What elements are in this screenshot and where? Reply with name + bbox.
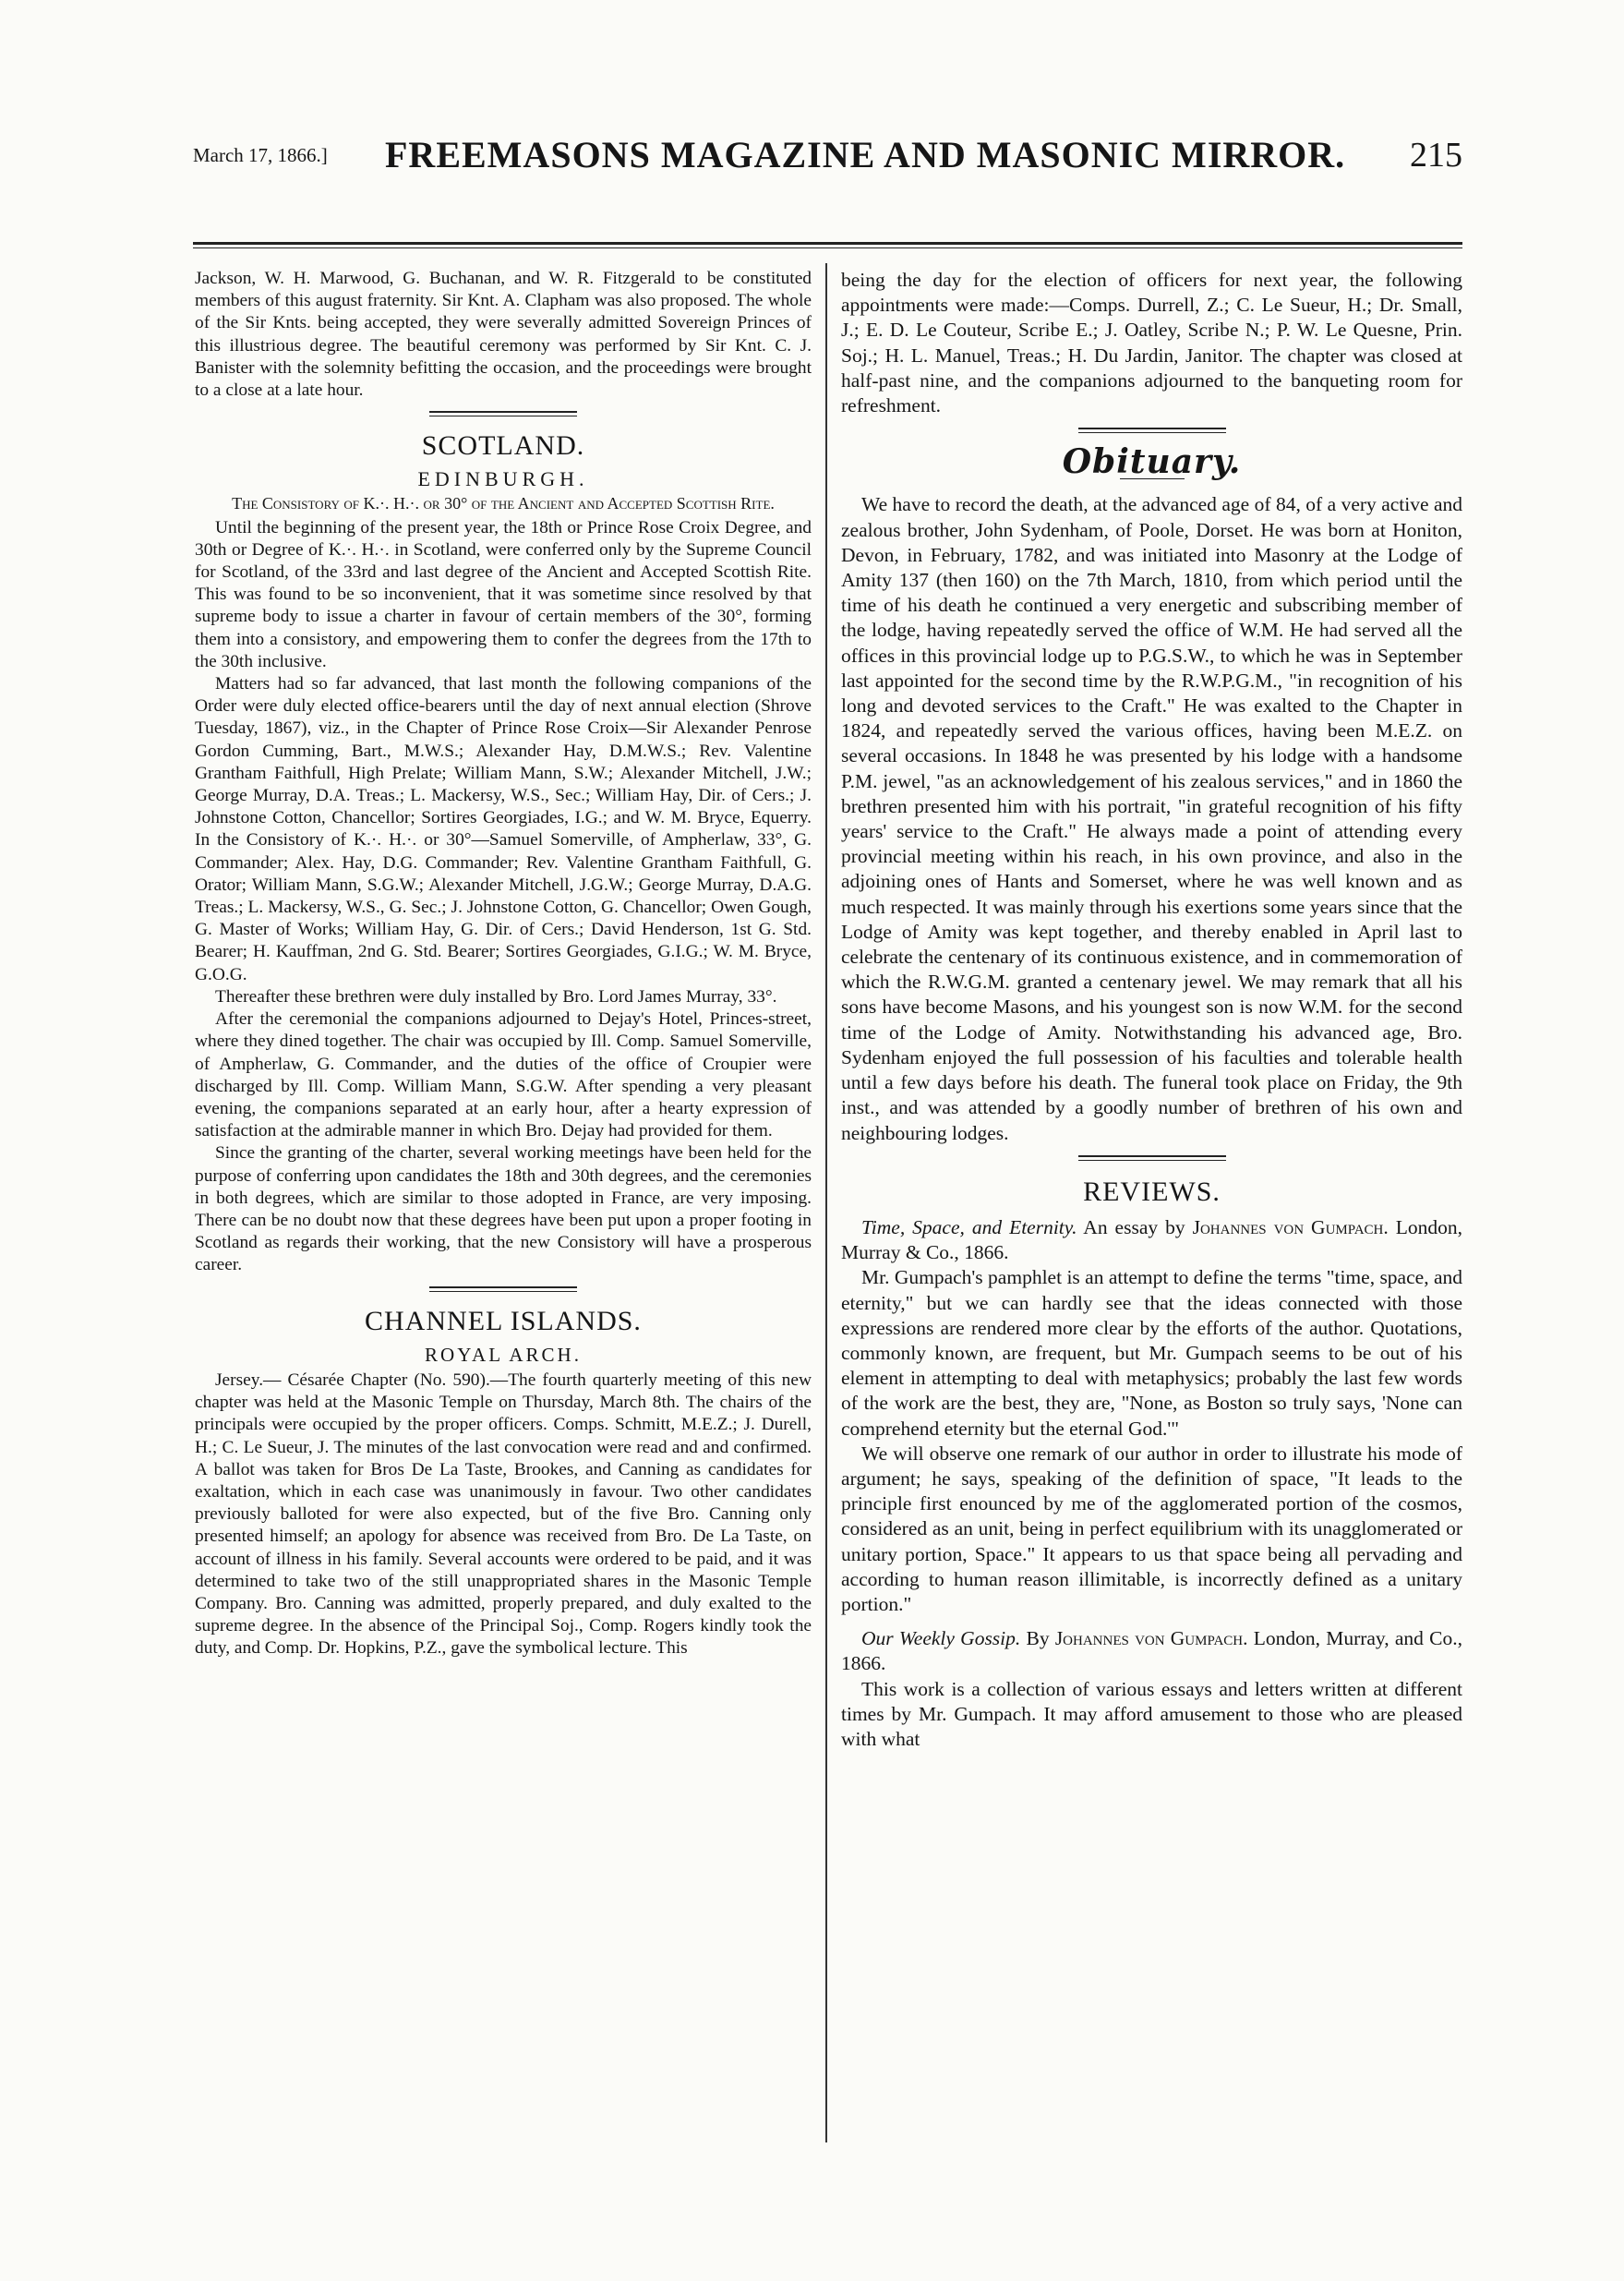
review-author: Johannes von Gumpach. (1192, 1215, 1389, 1238)
left-column (195, 268, 812, 1660)
section-title-obituary: Obituary. (1062, 442, 1242, 482)
subheading-edinburgh: EDINBURGH. (417, 467, 589, 491)
paragraph: Thereafter these brethren were duly installed by Bro. Lord James Murray, 33°. (215, 986, 777, 1007)
page-header (193, 127, 1462, 183)
section-rule (429, 1286, 577, 1292)
paragraph: After the ceremonial the companions adjourned to Dejay's Hotel, Princes-street, where they dined together. The chair was occupied by Ill. Comp. Samuel Somerville, of Ampherlaw, G. Commander, and the duties of the office of Croupier were discharged by Ill. Comp. William Mann, S.G.W. After spending a very pleasant evening, the companions separated at an early hour, after a hearty expression of satisfaction at the admirable manner in which Bro. Dejay had provided for them. (195, 1009, 812, 1141)
review-book-title: Our Weekly Gossip. (861, 1627, 1021, 1650)
issue-date: March 17, 1866.] (193, 144, 328, 166)
section-title-reviews: REVIEWS. (1083, 1176, 1221, 1207)
review-book-title: Time, Space, and Eternity. (861, 1215, 1077, 1238)
paragraph: Jersey.— Césarée Chapter (No. 590).—The fourth quarterly meeting of this new chapter was held at the Masonic Temple on Thursday, March 8th. The chairs of the principals were occupied by the proper officers. Comps. Schmitt, M.E.Z.; J. Durell, H.; C. Le Sueur, J. The minutes of the last convocation were read and and confirmed. A ballot was taken for Bros De La Taste, Brookes, and Canning as candidates for exaltation, which in each case was unanimously in favour. Two other candidates previously balloted for were also expected, but of the five Bro. Canning only presented himself; an apology for absence was received from Bro. De La Taste, on account of illness in his family. Several accounts were ordered to be paid, and it was determined to take two of the still unappropriated shares in the Masonic Temple Company. Bro. Canning was admitted, properly prepared, and duly exalted to the supreme degree. In the absence of the Principal Soj., Comp. Rogers kindly took the duty, and Comp. Dr. Hopkins, P.Z., gave the symbolical lecture. This (195, 1370, 812, 1659)
section-rule (1078, 428, 1226, 433)
header-rule (193, 242, 1462, 245)
paragraph: Until the beginning of the present year, the 18th or Prince Rose Croix Degree, and 30th or Degree of K.·. H.·. in Scotland, were conferred only by the Supreme Council for Scotland, of the 33rd and last degree of the Ancient and Accepted Scottish Rite. This was found to be so inconvenient, that it was sometime since resolved by that supreme body to issue a charter in favour of certain members of the 30°, forming them into a consistory, and empowering them to confer the degrees from the 17th to the 30th inclusive. (195, 517, 812, 671)
review-by: By (1020, 1627, 1055, 1650)
right-column (841, 268, 1462, 1752)
column-divider (825, 263, 827, 2142)
paragraph: Matters had so far advanced, that last month the following companions of the Order were duly elected office-bearers until the day of next annual election (Shrove Tuesday, 1867), viz., in the Chapter of Prince Rose Croix—Sir Alexander Penrose Gordon Cumming, Bart., M.W.S.; Alexander Hay, D.M.W.S.; Rev. Valentine Grantham Faithfull, High Prelate; William Mann, S.W.; Alexander Mitchell, J.W.; George Murray, D.A. Treas.; L. Mackersy, W.S., Sec.; William Hay, Dir. of Cers.; J. Johnstone Cotton, Chancellor; Sortires Georgiades, I.G.; and W. M. Bryce, Equerry. In the Consistory of K.·. H.·. or 30°—Samuel Somerville, of Ampherlaw, 33°, G. Commander; Alex. Hay, D.G. Commander; Rev. Valentine Grantham Faithfull, G. Orator; William Mann, S.G.W.; Alexander Mitchell, J.G.W.; George Murray, D.A.G. Treas.; L. Mackersy, W.S., G. Sec.; J. Johnstone Cotton, G. Chancellor; Owen Gough, G. Master of Works; William Hay, G. Dir. of Cers.; David Henderson, 1st G. Std. Bearer; H. Kauffman, 2nd G. Std. Bearer; Sortires Georgiades, G.I.G.; W. M. Bryce, G.O.G. (195, 674, 812, 984)
subheading-royal-arch: ROYAL ARCH. (425, 1343, 582, 1366)
section-title-channel-islands: CHANNEL ISLANDS. (365, 1305, 642, 1336)
continued-paragraph: Jackson, W. H. Marwood, G. Buchanan, and W. R. Fitzgerald to be constituted members of this august fraternity. Sir Knt. A. Clapham was also proposed. The whole of the Sir Knts. being accepted, they were severally admitted Sovereign Princes of this illustrious degree. The beautiful ceremony was performed by Sir Knt. C. J. Banister with the solemnity befitting the occasion, and the proceedings were brought to a close at a late hour. (195, 269, 812, 401)
review-by: An essay by (1077, 1215, 1193, 1238)
paragraph: This work is a collection of various essays and letters written at different times by Mr. Gumpach. It may afford amusement to those who are pleased with what (841, 1677, 1462, 1750)
section-rule (1078, 1155, 1226, 1161)
header-rule-thin (193, 247, 1462, 248)
paragraph: We will observe one remark of our author in order to illustrate his mode of argument; he says, speaking of the definition of space, "It leads to the principle first enounced by me of the agglomerated portion of the cosmos, considered as an unit, being in perfect equilibrium with its unagglomerated or unitary portion, Space." It appears to us that space being all pervading and according to human reason illimitable, is incorrectly defined as a unitary portion." (841, 1442, 1462, 1615)
review-heading (841, 1215, 1462, 1265)
review-publisher: London, Murray & Co., 1866. (841, 1215, 1462, 1264)
page-number: 215 (1410, 136, 1462, 175)
paragraph: We have to record the death, at the advanced age of 84, of a very active and zealous brother, John Sydenham, of Poole, Dorset. He was born at Honiton, Devon, in February, 1782, and was initiated into Masonry at the Lodge of Amity 137 (then 160) on the 7th March, 1810, from which period until the time of his death he continued a very energetic and subscribing member of the lodge, having repeatedly served the office of W.M. He had served all the offices in this provincial lodge up to P.G.S.W., to which he was in September last appointed for the second time by the R.W.P.G.M., "in recognition of his long and devoted services to the Craft." He was exalted to the Chapter in 1824, and repeatedly served the various offices, having been M.E.Z. on several occasions. In 1848 he was presented by his lodge with a handsome P.M. jewel, "as an acknowledgement of his zealous services," and in 1860 the brethren presented him with his portrait, "in grateful recognition of his fifty years' service to the Craft." He always made a point of attending every provincial meeting within his reach, in his own province, and also in the adjoining ones of Hants and Somerset, where he was well known and as much respected. It was mainly through his exertions some years since that the Lodge of Amity was kept together, and thereby enabled in April last to celebrate the centenary of its continuous existence, and in commemoration of which the R.W.G.M. granted a centenary jewel. We may remark that all his sons have become Masons, and his youngest son is now W.M. for the second time of the Lodge of Amity. Notwithstanding his advanced age, Bro. Sydenham enjoyed the full possession of his faculties and tolerable health until a few days before his death. The funeral took place on Friday, the 9th inst., and was attended by a goodly number of brethren of his own and neighbouring lodges. (841, 493, 1462, 1144)
magazine-title: FREEMASONS MAGAZINE AND MASONIC MIRROR. (385, 134, 1346, 175)
continued-paragraph: being the day for the election of officers for next year, the following appointments were made:—Comps. Durrell, Z.; C. Le Sueur, H.; Dr. Small, J.; E. D. Le Couteur, Scribe E.; J. Oatley, Scribe N.; P. W. Le Quesne, Prin. Soj.; H. L. Manuel, Treas.; H. Du Jardin, Janitor. The chapter was closed at half-past nine, and the companions adjourned to the banqueting room for refreshment. (841, 269, 1462, 417)
paragraph: Mr. Gumpach's pamphlet is an attempt to define the terms "time, space, and eternity," but we can hardly see that the ideas connected with those expressions are rendered more clear by the efforts of the author. Quotations, commonly known, are frequent, but Mr. Gumpach seems to be out of his element in attempting to deal with metaphysics; probably the last few words of the work are the best, they are, "None, as Boston so truly says, 'None can comprehend eternity but the eternal God.'" (841, 1266, 1462, 1440)
section-rule (429, 411, 577, 416)
subheading-consistory: The Consistory of K.·. H.·. or 30° of the Ancient and Accepted Scottish Rite. (232, 493, 775, 513)
review-author: Johannes von Gumpach. (1054, 1627, 1248, 1650)
review-publisher: London, Murray, and Co., 1866. (841, 1627, 1462, 1675)
review-heading (841, 1626, 1462, 1676)
paragraph: Since the granting of the charter, several working meetings have been held for the purpose of conferring upon candidates the 18th and 30th degrees, and the ceremonies in both degrees, which are similar to those adopted in France, are very imposing. There can be no doubt now that these degrees have been put upon a proper footing in Scotland as regards their working, that the new Consistory will have a prosperous career. (195, 1143, 812, 1275)
section-title-scotland: SCOTLAND. (421, 430, 585, 462)
